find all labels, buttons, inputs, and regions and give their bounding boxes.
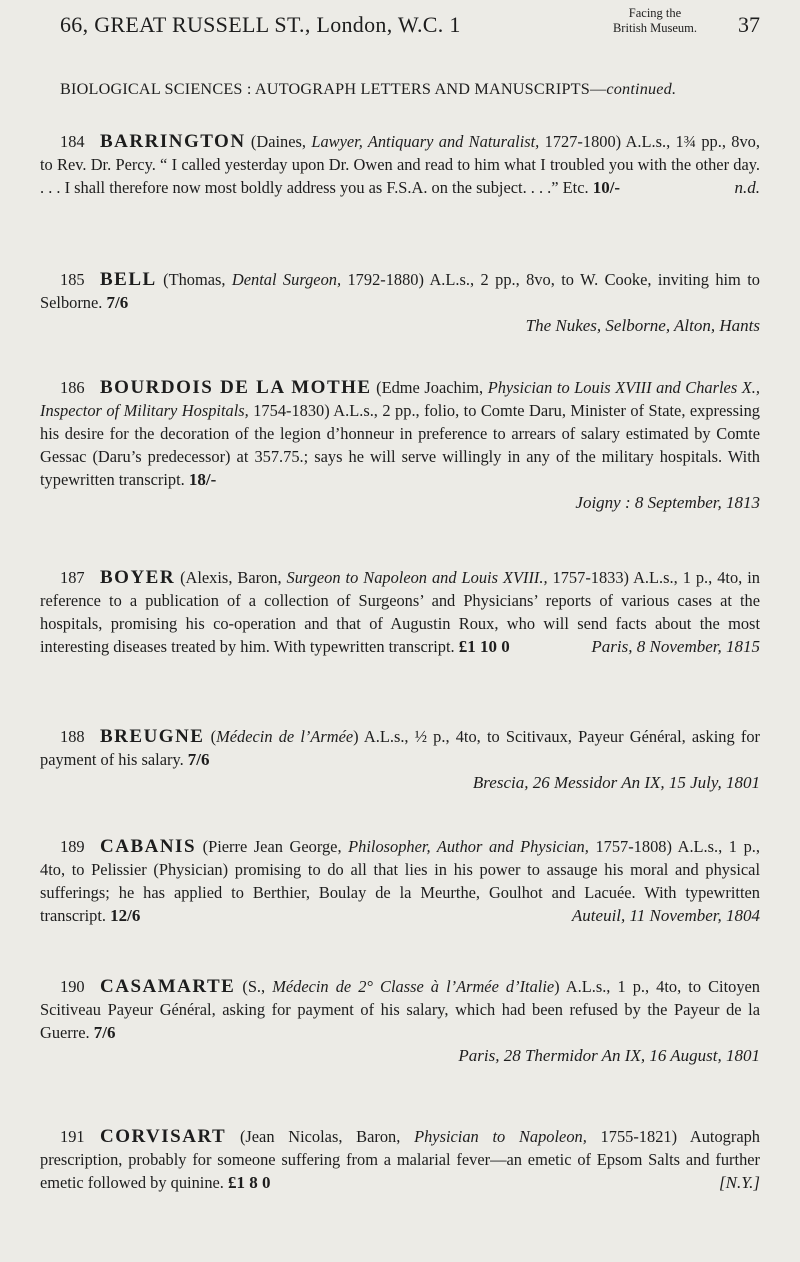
entry-description: 1755-1821) Autograph prescription, probably for someone suffering from a malarial fever—an emetic of Epsom Salts and further emetic followed by quinine. bbox=[40, 1127, 760, 1192]
entry-place: Brescia, 26 Messidor An IX, 15 July, 1801 bbox=[472, 773, 760, 792]
entry-role-pre: (Pierre Jean George, bbox=[202, 837, 349, 856]
entry-role-pre: ( bbox=[210, 727, 217, 746]
entry-number: 186 bbox=[60, 378, 85, 397]
page-number: 37 bbox=[738, 12, 760, 37]
entry-name: BARRINGTON bbox=[100, 131, 246, 152]
entry-role: Dental Surgeon, bbox=[231, 270, 342, 289]
entry-price: 18/- bbox=[188, 470, 217, 489]
entry-name: CORVISART bbox=[100, 1126, 227, 1147]
header-address: 66, GREAT RUSSELL ST., London, W.C. 1 bbox=[60, 12, 461, 37]
entry-role-pre: (Jean Nicolas, Baron, bbox=[239, 1127, 415, 1146]
entry-role-pre: (Alexis, Baron, bbox=[180, 568, 287, 587]
entry-name: BOYER bbox=[100, 567, 176, 588]
entry-price: 7/6 bbox=[93, 1023, 116, 1042]
entry-role: Physician to Louis XVIII and Charles X., Inspector of Military Hospitals, bbox=[40, 378, 760, 420]
entry-place: [N.Y.] bbox=[719, 1173, 760, 1192]
entry-description: 1754-1830) A.L.s., 2 pp., folio, to Comte Daru, Minister of State, expressing his desire for the decoration of the legion d’honneur in preference to arrears of salary estimated by Comte Gessac (Daru’s predecessor) at 357.75.; says he will serve willingly in any of the military hospitals. With typewritten transcript. bbox=[40, 401, 760, 489]
entry-name: CABANIS bbox=[100, 836, 197, 857]
section-title-text: BIOLOGICAL SCIENCES : AUTOGRAPH LETTERS AND MANUSCRIPTS— bbox=[60, 80, 607, 98]
entry-place: Paris, 28 Thermidor An IX, 16 August, 1801 bbox=[458, 1046, 760, 1065]
entry-number: 190 bbox=[60, 977, 85, 996]
entry-role: Surgeon to Napoleon and Louis XVIII., bbox=[286, 568, 548, 587]
entry-role-pre: (Thomas, bbox=[163, 270, 232, 289]
entry-number: 184 bbox=[60, 132, 85, 151]
catalogue-entry bbox=[40, 835, 760, 927]
entry-number: 187 bbox=[60, 568, 85, 587]
entry-place: Paris, 8 November, 1815 bbox=[591, 637, 760, 656]
catalogue-entry bbox=[40, 1125, 760, 1194]
entry-role-pre: (S., bbox=[242, 977, 273, 996]
entry-price: 7/6 bbox=[106, 293, 129, 312]
page-header bbox=[60, 4, 760, 52]
entry-role: Physician to Napoleon, bbox=[414, 1127, 587, 1146]
entry-description: ) A.L.s., 1 p., 4to, to Citoyen Scitiveau Payeur Général, asking for payment of his salary, which had been refused by the Payeur de la Guerre. bbox=[40, 977, 760, 1042]
entry-number: 191 bbox=[60, 1127, 85, 1146]
entry-name: BELL bbox=[100, 269, 157, 290]
entry-description: ) A.L.s., ½ p., 4to, to Scitivaux, Payeur Général, asking for payment of his salary. bbox=[40, 727, 760, 769]
facing-line-2: British Museum. bbox=[612, 21, 698, 35]
entry-price: £1 10 0 bbox=[458, 637, 510, 656]
catalogue-entry bbox=[40, 268, 760, 337]
entry-role: Lawyer, Antiquary and Naturalist, bbox=[311, 132, 540, 151]
entry-price: 12/6 bbox=[110, 906, 141, 925]
catalogue-entry bbox=[40, 566, 760, 658]
entry-place: Auteuil, 11 November, 1804 bbox=[571, 906, 760, 925]
entry-price: £1 8 0 bbox=[228, 1173, 271, 1192]
entry-name: BOURDOIS DE LA MOTHE bbox=[100, 377, 372, 398]
catalogue-entry bbox=[40, 975, 760, 1067]
entry-description: 1757-1833) A.L.s., 1 p., 4to, in reference to a publication of a collection of Surgeons’ and Physicians’ reports of various cases at the hospitals, promising his co-operation and that of Augustin Roux, who will send facts about the most interesting diseases treated by him. With typewritten transcript. bbox=[40, 568, 761, 656]
facing-line-1: Facing the bbox=[628, 6, 682, 20]
entry-description: 1727-1800) A.L.s., 1¾ pp., 8vo, to Rev. Dr. Percy. “ I called yesterday upon Dr. Owen and read to him what I troubled you with the other day. . . . I shall therefore now most boldly address you as F.S.A. on the subject. . . .” Etc. bbox=[40, 132, 760, 197]
entry-name: CASAMARTE bbox=[100, 976, 236, 997]
entry-place: The Nukes, Selborne, Alton, Hants bbox=[525, 316, 760, 335]
entry-number: 185 bbox=[60, 270, 85, 289]
header-facing-note bbox=[605, 6, 705, 36]
entry-description: 1757-1808) A.L.s., 1 p., 4to, to Pelissier (Physician) promising to do all that lies in his power to assauge his moral and physical sufferings; he has applied to Berthier, Boulay de la Meurthe, Goulhot and Lacuée. With typewritten transcript. bbox=[40, 837, 760, 925]
entry-role-pre: (Daines, bbox=[250, 132, 312, 151]
entry-name: BREUGNE bbox=[100, 726, 205, 747]
section-title bbox=[60, 80, 676, 99]
entry-place: n.d. bbox=[734, 178, 760, 197]
entry-place: Joigny : 8 September, 1813 bbox=[575, 493, 760, 512]
catalogue-entry bbox=[40, 376, 760, 514]
entry-price: 7/6 bbox=[187, 750, 210, 769]
entry-number: 189 bbox=[60, 837, 85, 856]
section-continued: continued. bbox=[606, 80, 677, 98]
entry-role: Philosopher, Author and Physician, bbox=[348, 837, 589, 856]
entry-number: 188 bbox=[60, 727, 85, 746]
entry-description: 1792-1880) A.L.s., 2 pp., 8vo, to W. Cooke, inviting him to Selborne. bbox=[40, 270, 760, 312]
entry-role: Médecin de l’Armée bbox=[216, 727, 354, 746]
entry-price: 10/- bbox=[592, 178, 621, 197]
catalogue-entry bbox=[40, 725, 760, 794]
entry-role-pre: (Edme Joachim, bbox=[376, 378, 488, 397]
entry-role: Médecin de 2° Classe à l’Armée d’Italie bbox=[272, 977, 555, 996]
catalogue-entry bbox=[40, 130, 760, 199]
